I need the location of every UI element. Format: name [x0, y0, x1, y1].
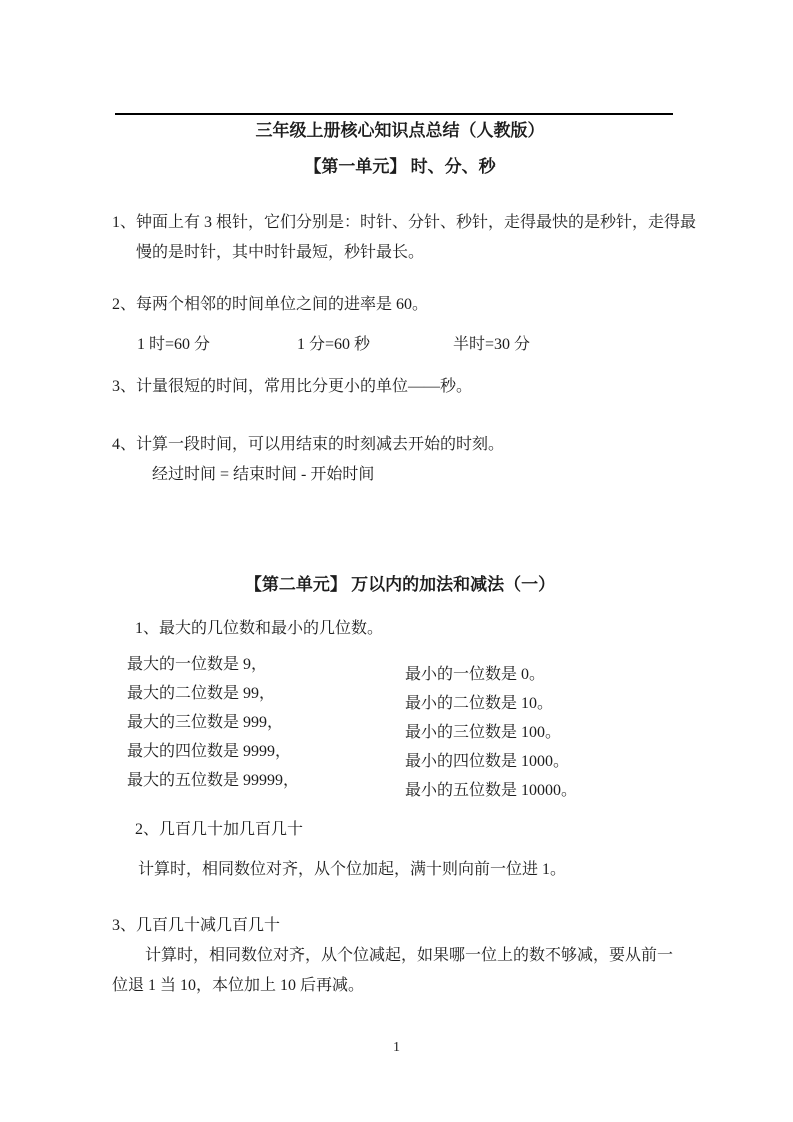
document-title: 三年级上册核心知识点总结（人教版） — [255, 121, 545, 140]
unit1-item-4: 4、计算一段时间，可以用结束的时刻减去开始的时刻。 — [112, 436, 505, 453]
min-digit-list — [405, 650, 688, 805]
list-item: 最大的四位数是 9999， — [127, 743, 292, 760]
unit1-heading: 【第一单元】 时、分、秒 — [304, 157, 496, 176]
page-content — [112, 0, 697, 1001]
conversion-hour-minute: 1 时=60 分 — [137, 336, 211, 353]
unit2-item-2-note: 计算时，相同数位对齐，从个位加起，满十则向前一位进 1。 — [138, 861, 567, 878]
list-item: 最小的二位数是 10。 — [405, 695, 554, 712]
unit1-item-3: 3、计量很短的时间，常用比分更小的单位——秒。 — [112, 378, 473, 395]
unit2-heading: 【第二单元】 万以内的加法和减法（一） — [244, 575, 556, 594]
header-rule — [115, 113, 673, 115]
max-digit-list — [112, 650, 405, 805]
list-item: 最小的一位数是 0。 — [405, 666, 546, 683]
unit2-item-3: 3、几百几十减几百几十 — [112, 917, 281, 934]
unit2-item-2: 2、几百几十加几百几十 — [135, 821, 304, 838]
list-item: 最大的三位数是 999， — [127, 714, 284, 731]
list-item: 最大的一位数是 9， — [127, 656, 268, 673]
conversion-minute-second: 1 分=60 秒 — [297, 336, 371, 353]
list-item: 最小的三位数是 100。 — [405, 724, 562, 741]
unit1-item-1: 1、钟面上有 3 根针，它们分别是：时针、分针、秒针，走得最快的是秒针，走得最慢的是时针，其中时针最短，秒针最长。 — [112, 214, 697, 261]
page-number: 1 — [393, 1040, 400, 1055]
time-conversion-row — [112, 330, 688, 360]
unit2-item-3-note: 计算时，相同数位对齐，从个位减起，如果哪一位上的数不够减，要从前一位退 1 当 10，本位加上 10 后再减。 — [112, 947, 674, 994]
list-item: 最大的五位数是 99999， — [127, 772, 300, 789]
digit-columns — [112, 650, 688, 805]
unit1-item-2: 2、每两个相邻的时间单位之间的进率是 60。 — [112, 296, 429, 313]
list-item: 最大的二位数是 99， — [127, 685, 276, 702]
list-item: 最小的五位数是 10000。 — [405, 782, 578, 799]
list-item: 最小的四位数是 1000。 — [405, 753, 570, 770]
conversion-half-hour: 半时=30 分 — [453, 336, 531, 353]
unit2-item-1: 1、最大的几位数和最小的几位数。 — [135, 620, 384, 637]
elapsed-time-formula: 经过时间 = 结束时间 - 开始时间 — [152, 466, 375, 483]
